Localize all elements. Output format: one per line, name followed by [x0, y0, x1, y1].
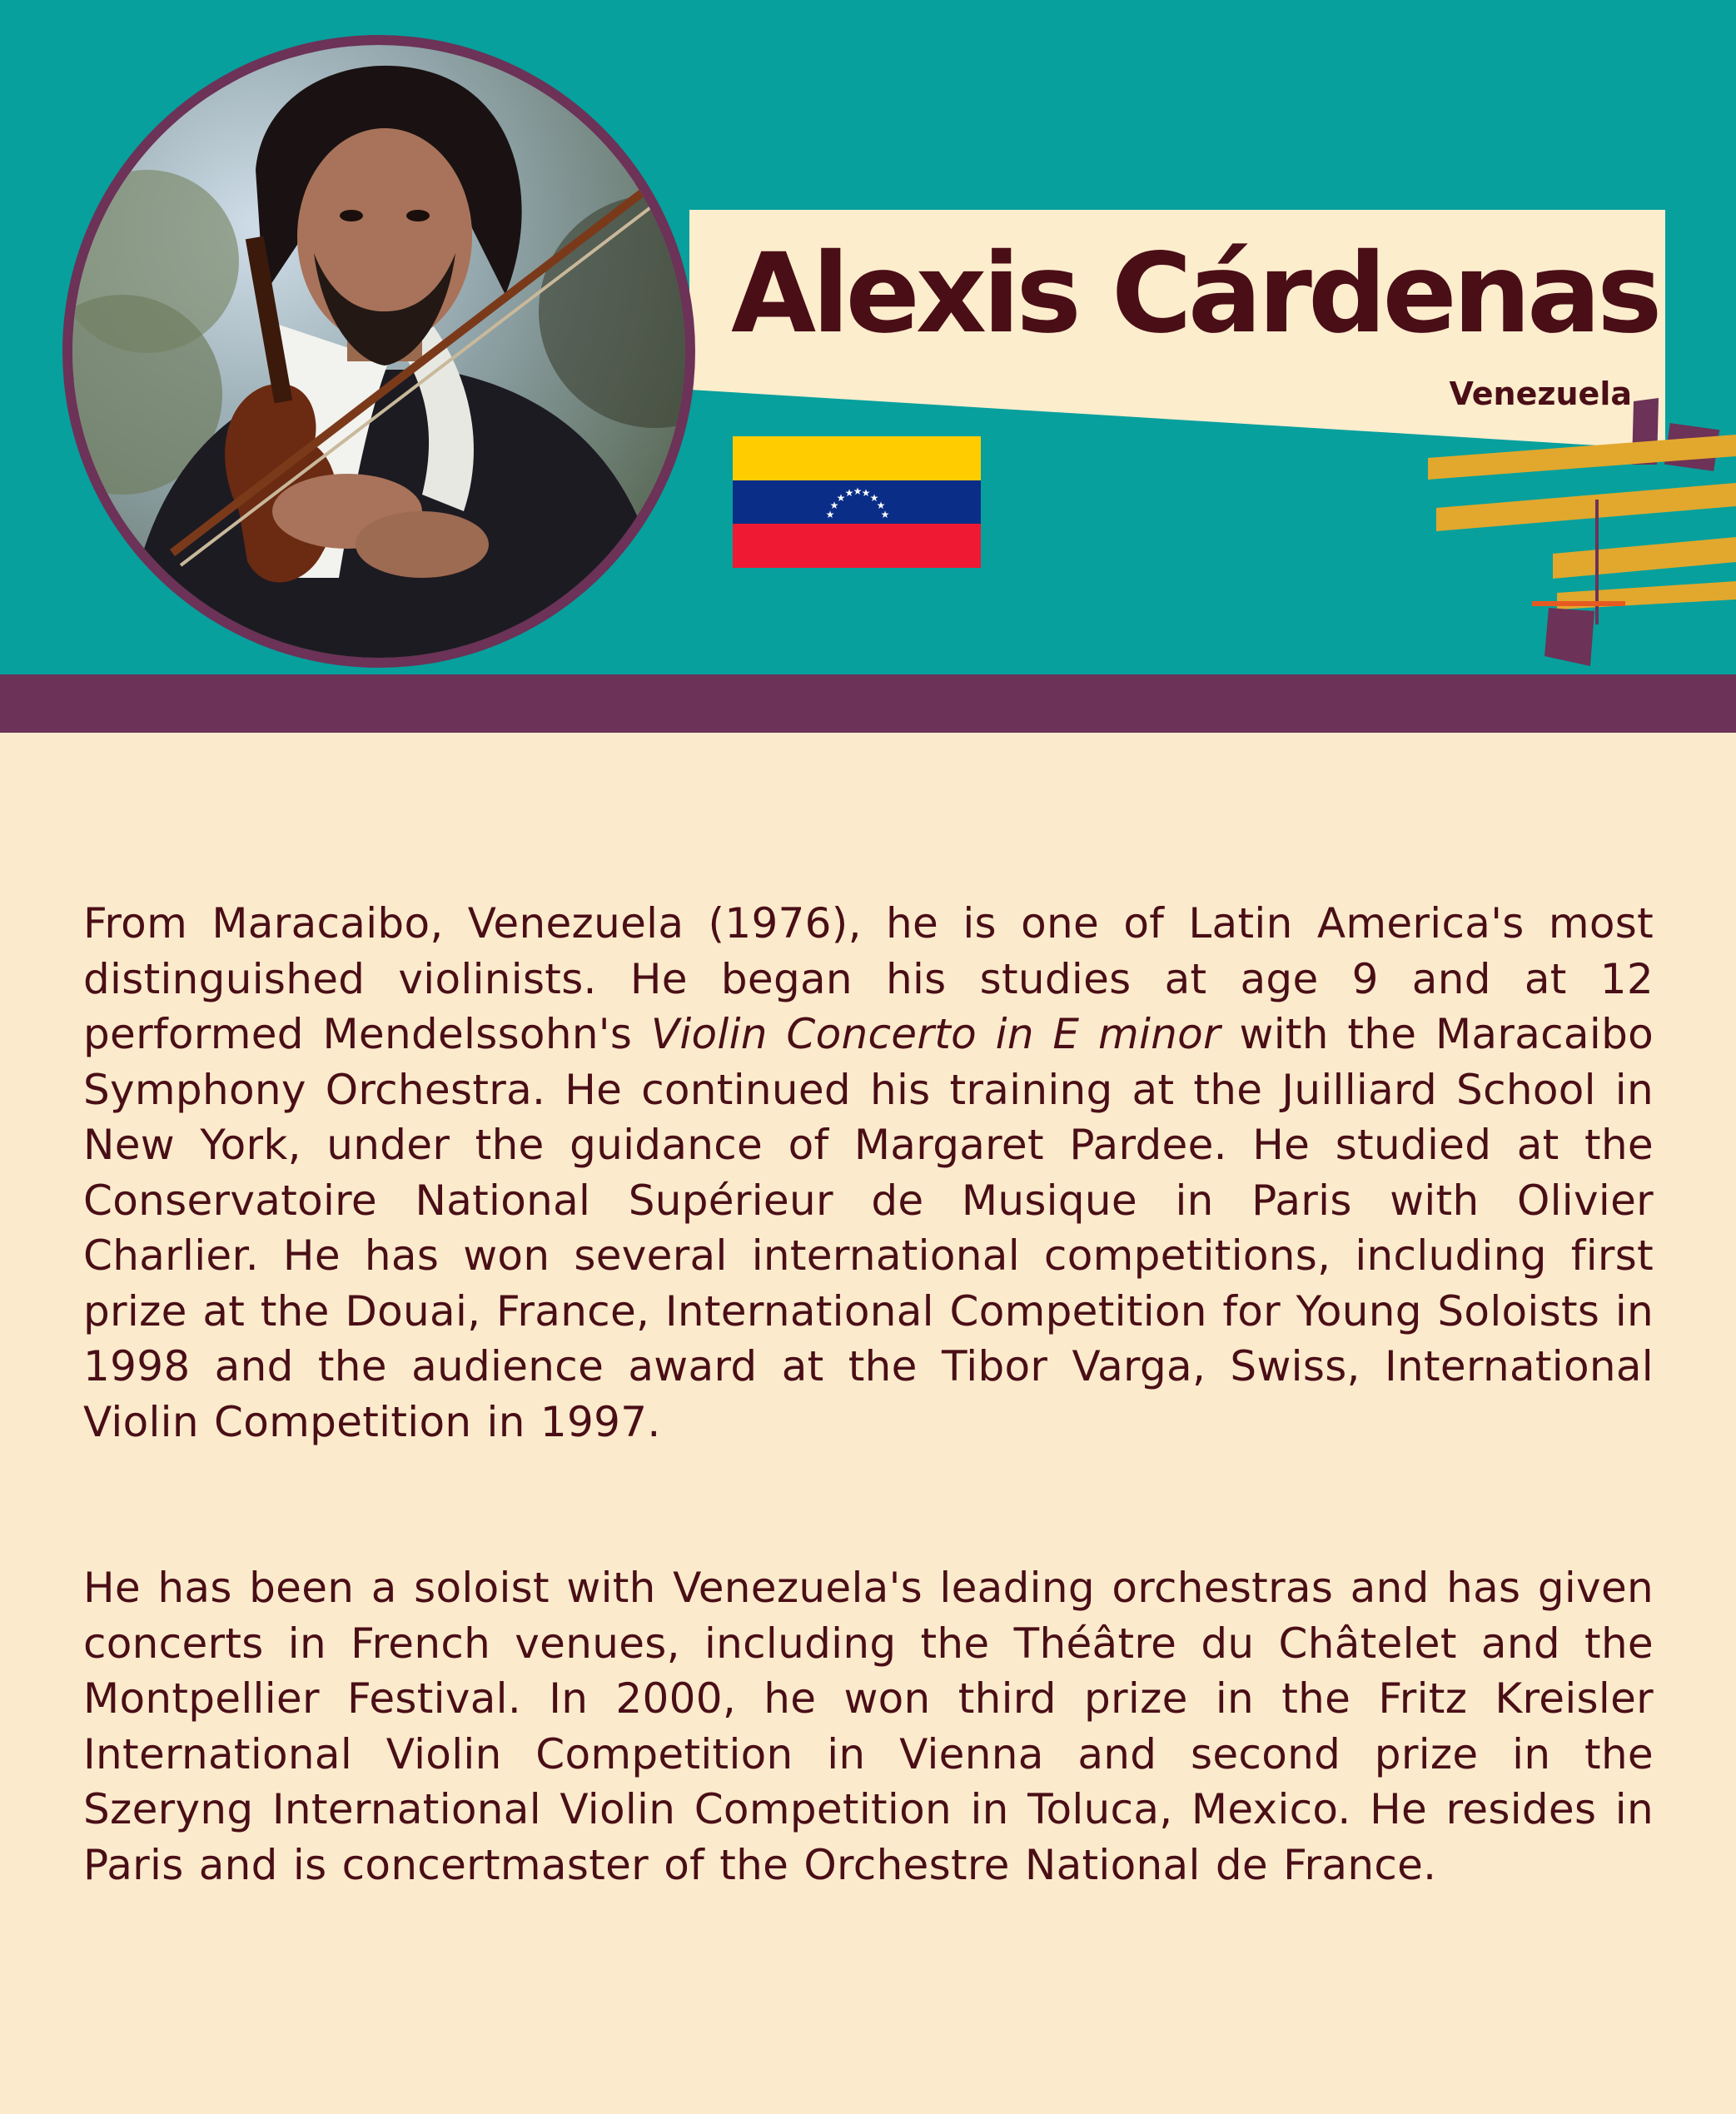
bio-paragraph-1 [83, 896, 1654, 1450]
svg-text:★: ★ [853, 485, 863, 497]
bio-paragraph-2: He has been a soloist with Venezuela's leading orchestras and has given concerts in French venues, including the Théâtre du Châtelet and the Montpellier Festival. In 2000, he won third prize in the Fritz Kreisler International Violin Competition in Vienna and second prize in the Szeryng International Violin Competition in Toluca, Mexico. He resides in Paris and is concertmaster of the Orchestre National de France. [83, 1564, 1654, 1889]
svg-text:★: ★ [880, 509, 890, 520]
portrait-frame [62, 35, 695, 668]
artist-country: Venezuela [1449, 376, 1632, 412]
svg-text:★: ★ [861, 487, 871, 499]
portrait-photo [72, 45, 685, 658]
svg-text:★: ★ [829, 500, 839, 511]
svg-text:★: ★ [876, 500, 886, 511]
biography [83, 896, 1654, 1893]
venezuela-flag-icon [733, 436, 981, 568]
bio-work-title: Violin Concerto in E minor [650, 1010, 1221, 1058]
bio-text: with the Maracaibo Symphony Orchestra. He continued his training at the Juilliard School in New York, under the guidance of Margaret Pardee. He studied at the Conservatoire National Supérieur de Musique in Paris with Olivier Charlier. He has won several international competitions, including first prize at the Douai, France, International Competition for Young Soloists in 1998 and the audience award at the Tibor Varga, Swiss, International Violin Competition in 1997. [83, 1010, 1654, 1446]
svg-text:★: ★ [825, 509, 835, 520]
svg-text:★: ★ [844, 487, 854, 499]
decorative-shapes [1415, 366, 1736, 683]
svg-text:★: ★ [869, 492, 879, 504]
artist-name: Alexis Cárdenas [731, 230, 1659, 358]
bio-text: From Maracaibo, Venezuela (1976), he is one of Latin America's most distinguished violinists. He began his studies at age 9 and at 12 performed Mendelssohn's [83, 899, 1654, 1058]
svg-text:★: ★ [836, 492, 846, 504]
